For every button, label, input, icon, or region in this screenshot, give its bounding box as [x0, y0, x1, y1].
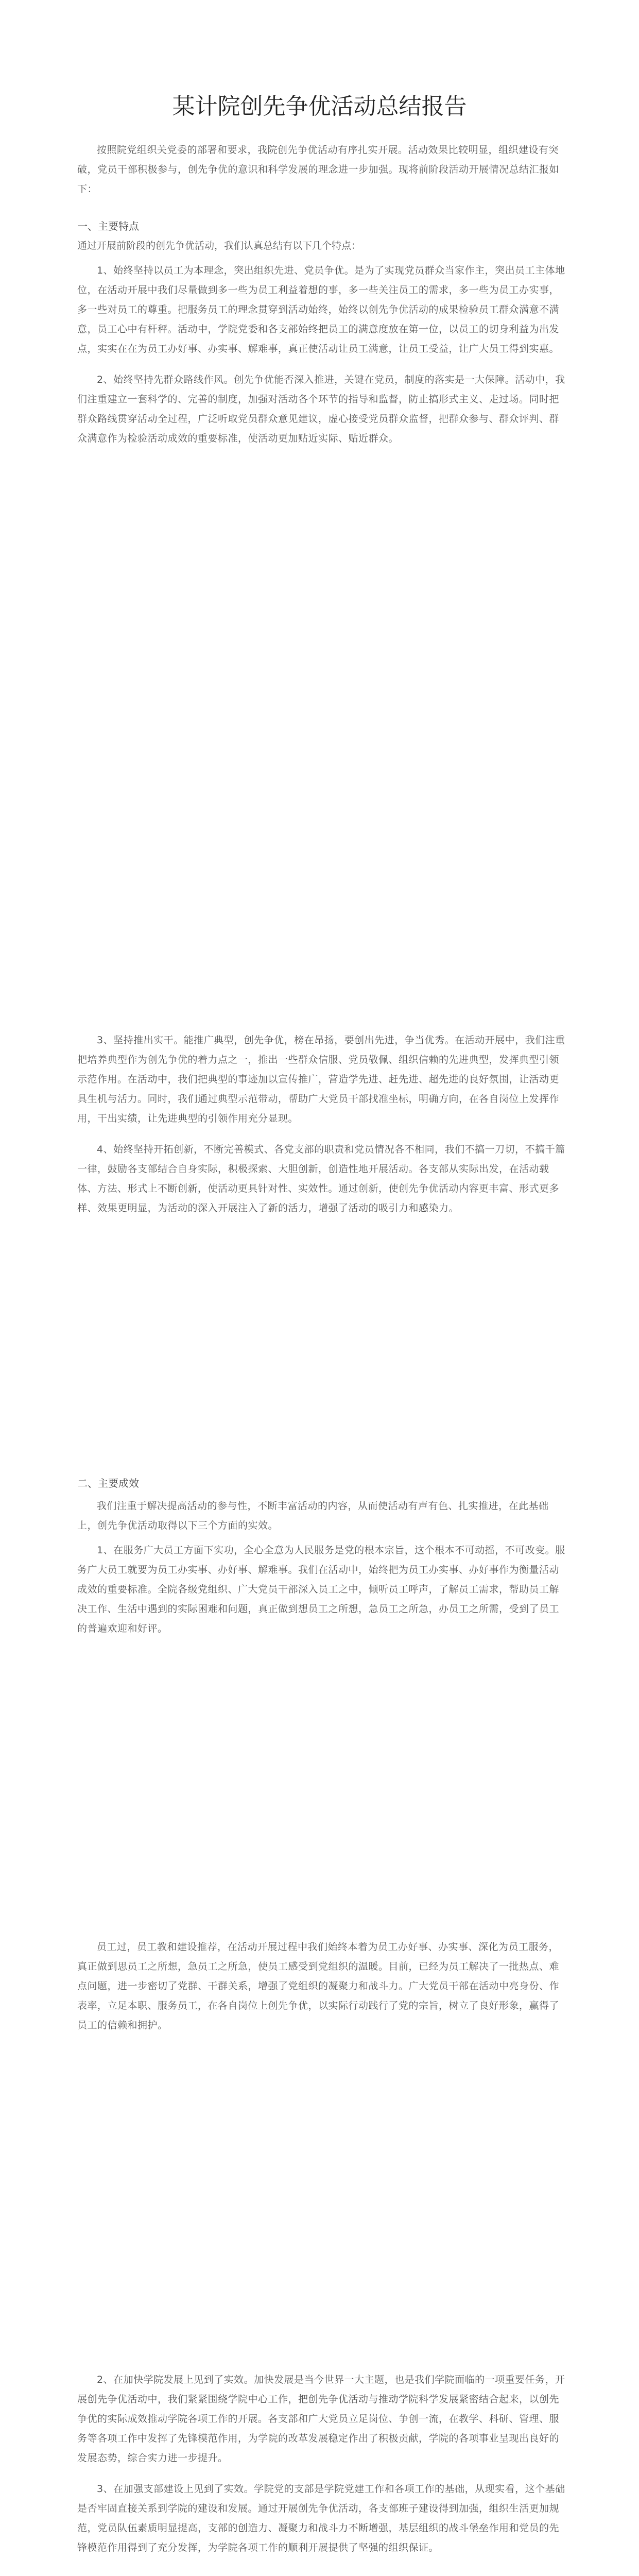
section-heading: 一、主要特点 — [77, 220, 139, 232]
body-paragraph: 4、始终坚持开拓创新，不断完善模式、各党支部的职责和党员情况各不相同，我们不搞一刀切，不搞千篇一律，鼓励各支部结合自身实际，积极探索、大胆创新，创造性地开展活动。各支部从实际出发，在活动载体、方法、形式上不断创新，使活动更具针对性、实效性。通过创新，使创先争优活动内容更丰富、形式更多样、效果更明显，为活动的深入开展注入了新的活力，增强了活动的吸引力和感染力。 — [77, 1144, 565, 1214]
section-lead: 通过开展前阶段的创先争优活动，我们认真总结有以下几个特点： — [77, 240, 361, 251]
body-paragraph: 1、始终坚持以员工为本理念，突出组织先进、党员争优。是为了实现党员群众当家作主，突出员工主体地位，在活动开展中我们尽量做到多一些为员工利益着想的事，多一些关注员工的需求，多一些为员工办实事，多一些对员工的尊重。把服务员工的理念贯穿到活动始终，始终以创先争优活动的成果检验员工群众满意不满意，员工心中有杆秤。活动中，学院党委和各支部始终把员工的满意度放在第一位，以员工的切身利益为出发点，实实在在为员工办好事、办实事、解难事，真正使活动让员工满意，让员工受益，让广大员工得到实惠。 — [77, 265, 565, 354]
body-paragraph: 2、始终坚持先群众路线作风。创先争优能否深入推进，关键在党员，制度的落实是一大保障。活动中，我们注重建立一套科学的、完善的制度，加强对活动各个环节的指导和监督，防止搞形式主义、走过场。同时把群众路线贯穿活动全过程，广泛听取党员群众意见建议，虚心接受党员群众监督，把群众参与、群众评判、群众满意作为检验活动成效的重要标准，使活动更加贴近实际、贴近群众。 — [77, 374, 565, 444]
section-one — [77, 216, 566, 448]
section-two-continued — [77, 1937, 566, 2035]
body-paragraph: 3、坚持推出实干。能推广典型，创先争优，榜在昂扬，要创出先进，争当优秀。在活动开展中，我们注重把培养典型作为创先争优的着力点之一，推出一些群众信服、党员敬佩、组织信赖的先进典型，发挥典型引领示范作用。在活动中，我们把典型的事迹加以宣传推广，营造学先进、赶先进、超先进的良好氛围，让活动更具生机与活力。同时，我们通过典型示范带动，帮助广大党员干部找准坐标，明确方向，在各自岗位上发挥作用，干出实绩，让先进典型的引领作用充分显现。 — [77, 1035, 565, 1124]
body-paragraph: 2、在加快学院发展上见到了实效。加快发展是当今世界一大主题，也是我们学院面临的一项重要任务，开展创先争优活动中，我们紧紧围绕学院中心工作，把创先争优活动与推动学院科学发展紧密结合起来，以创先争优的实际成效推动学院各项工作的开展。各支部和广大党员立足岗位、争创一流，在教学、科研、管理、服务等各项工作中发挥了先锋模范作用，为学院的改革发展稳定作出了积极贡献，学院的各项事业呈现出良好的发展态势，综合实力进一步提升。 — [77, 2374, 565, 2464]
section-two — [77, 1473, 566, 1638]
document-title: 某计院创先争优活动总结报告 — [172, 93, 467, 120]
section-two-point-two — [77, 2370, 566, 2557]
section-lead: 我们注重于解决提高活动的参与性，不断丰富活动的内容，从而使活动有声有色、扎实推进，在此基础上，创先争优活动取得以下三个方面的实效。 — [77, 1500, 549, 1531]
section-heading: 二、主要成效 — [77, 1477, 139, 1489]
section-one-continued — [77, 1030, 566, 1218]
intro-block — [77, 140, 566, 199]
intro-paragraph: 按照院党组织关党委的部署和要求，我院创先争优活动有序扎实开展。活动效果比较明显，组织建设有突破，党员干部积极参与，创先争优的意识和科学发展的理念进一步加强。现将前阶段活动开展情况总结汇报如下： — [77, 144, 560, 195]
body-paragraph: 3、在加强支部建设上见到了实效。学院党的支部是学院党建工作和各项工作的基础，从现实看，这个基础是否牢固直接关系到学院的建设和发展。通过开展创先争优活动，各支部班子建设得到加强，组织生活更加规范，党员队伍素质明显提高，支部的创造力、凝聚力和战斗力不断增强，基层组织的战斗堡垒作用和党员的先锋模范作用得到了充分发挥，为学院各项工作的顺利开展提供了坚强的组织保证。 — [77, 2483, 565, 2553]
body-paragraph: 员工过，员工教和建设推荐，在活动开展过程中我们始终本着为员工办好事、办实事、深化为员工服务，真正做到思员工之所想，急员工之所急，使员工感受到党组织的温暖。目前，已经为员工解决了一批热点、难点问题，进一步密切了党群、干群关系，增强了党组织的凝聚力和战斗力。广大党员干部在活动中亮身份、作表率，立足本职、服务员工，在各自岗位上创先争优，以实际行动践行了党的宗旨，树立了良好形象，赢得了员工的信赖和拥护。 — [77, 1941, 560, 2031]
body-paragraph: 1、在服务广大员工方面下实功，全心全意为人民服务是党的根本宗旨，这个根本不可动摇，不可改变。服务广大员工就要为员工办实事、办好事、解难事。我们在活动中，始终把为员工办实事、办好事作为衡量活动成效的重要标准。全院各级党组织、广大党员干部深入员工之中，倾听员工呼声，了解员工需求，帮助员工解决工作、生活中遇到的实际困难和问题，真正做到想员工之所想，急员工之所急，办员工之所需，受到了员工的普遍欢迎和好评。 — [77, 1545, 565, 1634]
